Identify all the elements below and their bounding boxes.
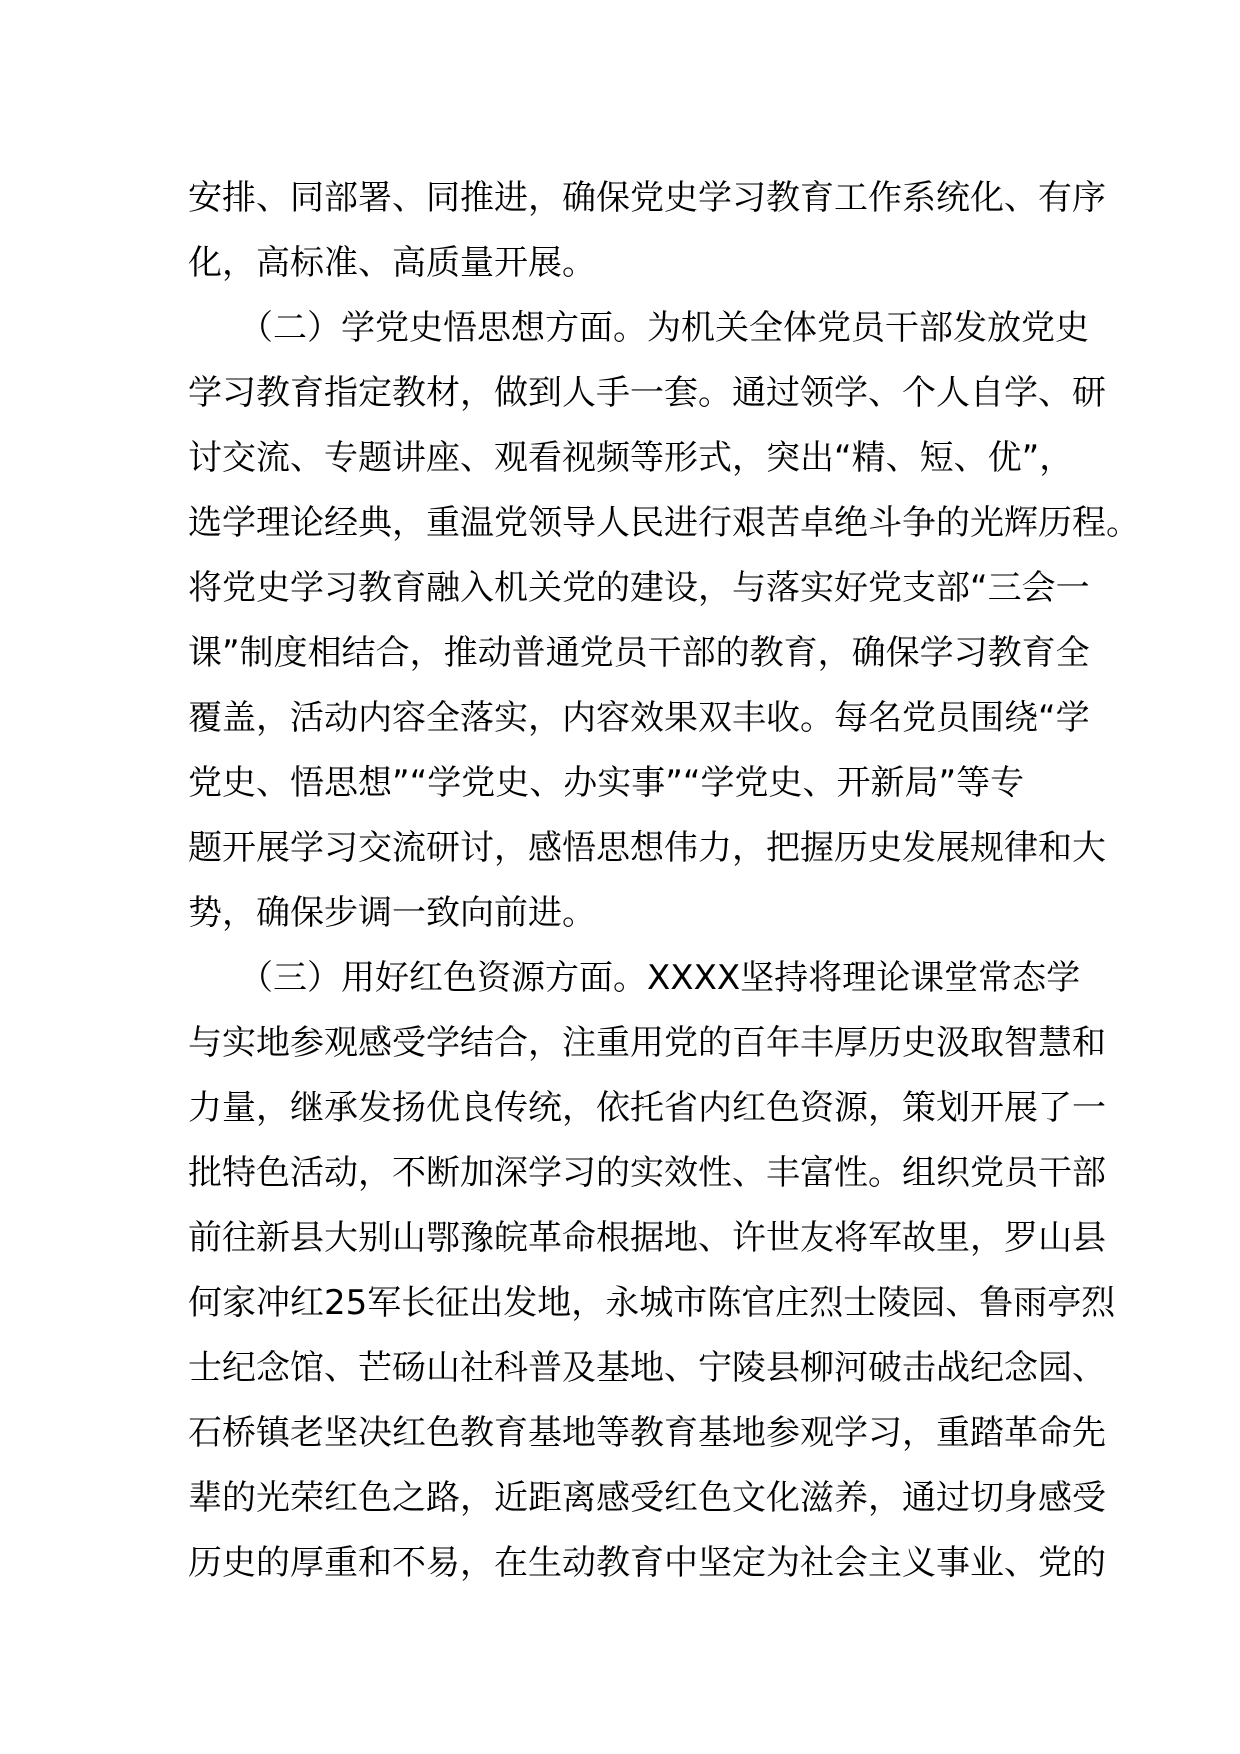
text-line: 与实地参观感受学结合，注重用党的百年丰厚历史汲取智慧和 — [188, 1023, 1106, 1063]
text-line: （二）学党史悟思想方面。为机关全体党员干部发放党史 — [188, 308, 1089, 348]
text-line: 党史、悟思想”“学党史、办实事”“学党史、开新局”等专 — [188, 763, 1025, 803]
text-line: 力量，继承发扬优良传统，依托省内红色资源，策划开展了一 — [188, 1088, 1106, 1128]
text-line: 批特色活动，不断加深学习的实效性、丰富性。组织党员干部 — [188, 1153, 1106, 1193]
text-line: 辈的光荣红色之路，近距离感受红色文化滋养，通过切身感受 — [188, 1478, 1106, 1518]
text-line: 将党史学习教育融入机关党的建设，与落实好党支部“三会一 — [188, 568, 1090, 608]
text-line: 选学理论经典，重温党领导人民进行艰苦卓绝斗争的光辉历程。 — [188, 503, 1140, 543]
text-line: （三）用好红色资源方面。XXXX坚持将理论课堂常态学 — [188, 958, 1081, 998]
body-text — [188, 166, 1140, 1596]
text-line: 安排、同部署、同推进，确保党史学习教育工作系统化、有序 — [188, 178, 1106, 218]
text-line: 何家冲红25军长征出发地，永城市陈官庄烈士陵园、鲁雨亭烈 — [188, 1283, 1116, 1323]
text-line: 石桥镇老坚决红色教育基地等教育基地参观学习，重踏革命先 — [188, 1413, 1106, 1453]
text-line: 覆盖，活动内容全落实，内容效果双丰收。每名党员围绕“学 — [188, 698, 1090, 738]
text-line: 势，确保步调一致向前进。 — [188, 893, 596, 933]
text-line: 化，高标准、高质量开展。 — [188, 243, 596, 283]
text-line: 讨交流、专题讲座、观看视频等形式，突出“精、短、优”， — [188, 438, 1074, 478]
text-line: 课”制度相结合，推动普通党员干部的教育，确保学习教育全 — [188, 633, 1090, 673]
text-line: 历史的厚重和不易，在生动教育中坚定为社会主义事业、党的 — [188, 1543, 1106, 1583]
text-line: 学习教育指定教材，做到人手一套。通过领学、个人自学、研 — [188, 373, 1106, 413]
text-line: 题开展学习交流研讨，感悟思想伟力，把握历史发展规律和大 — [188, 828, 1106, 868]
text-line: 士纪念馆、芒砀山社科普及基地、宁陵县柳河破击战纪念园、 — [188, 1348, 1106, 1388]
text-line: 前往新县大别山鄂豫皖革命根据地、许世友将军故里，罗山县 — [188, 1218, 1106, 1258]
